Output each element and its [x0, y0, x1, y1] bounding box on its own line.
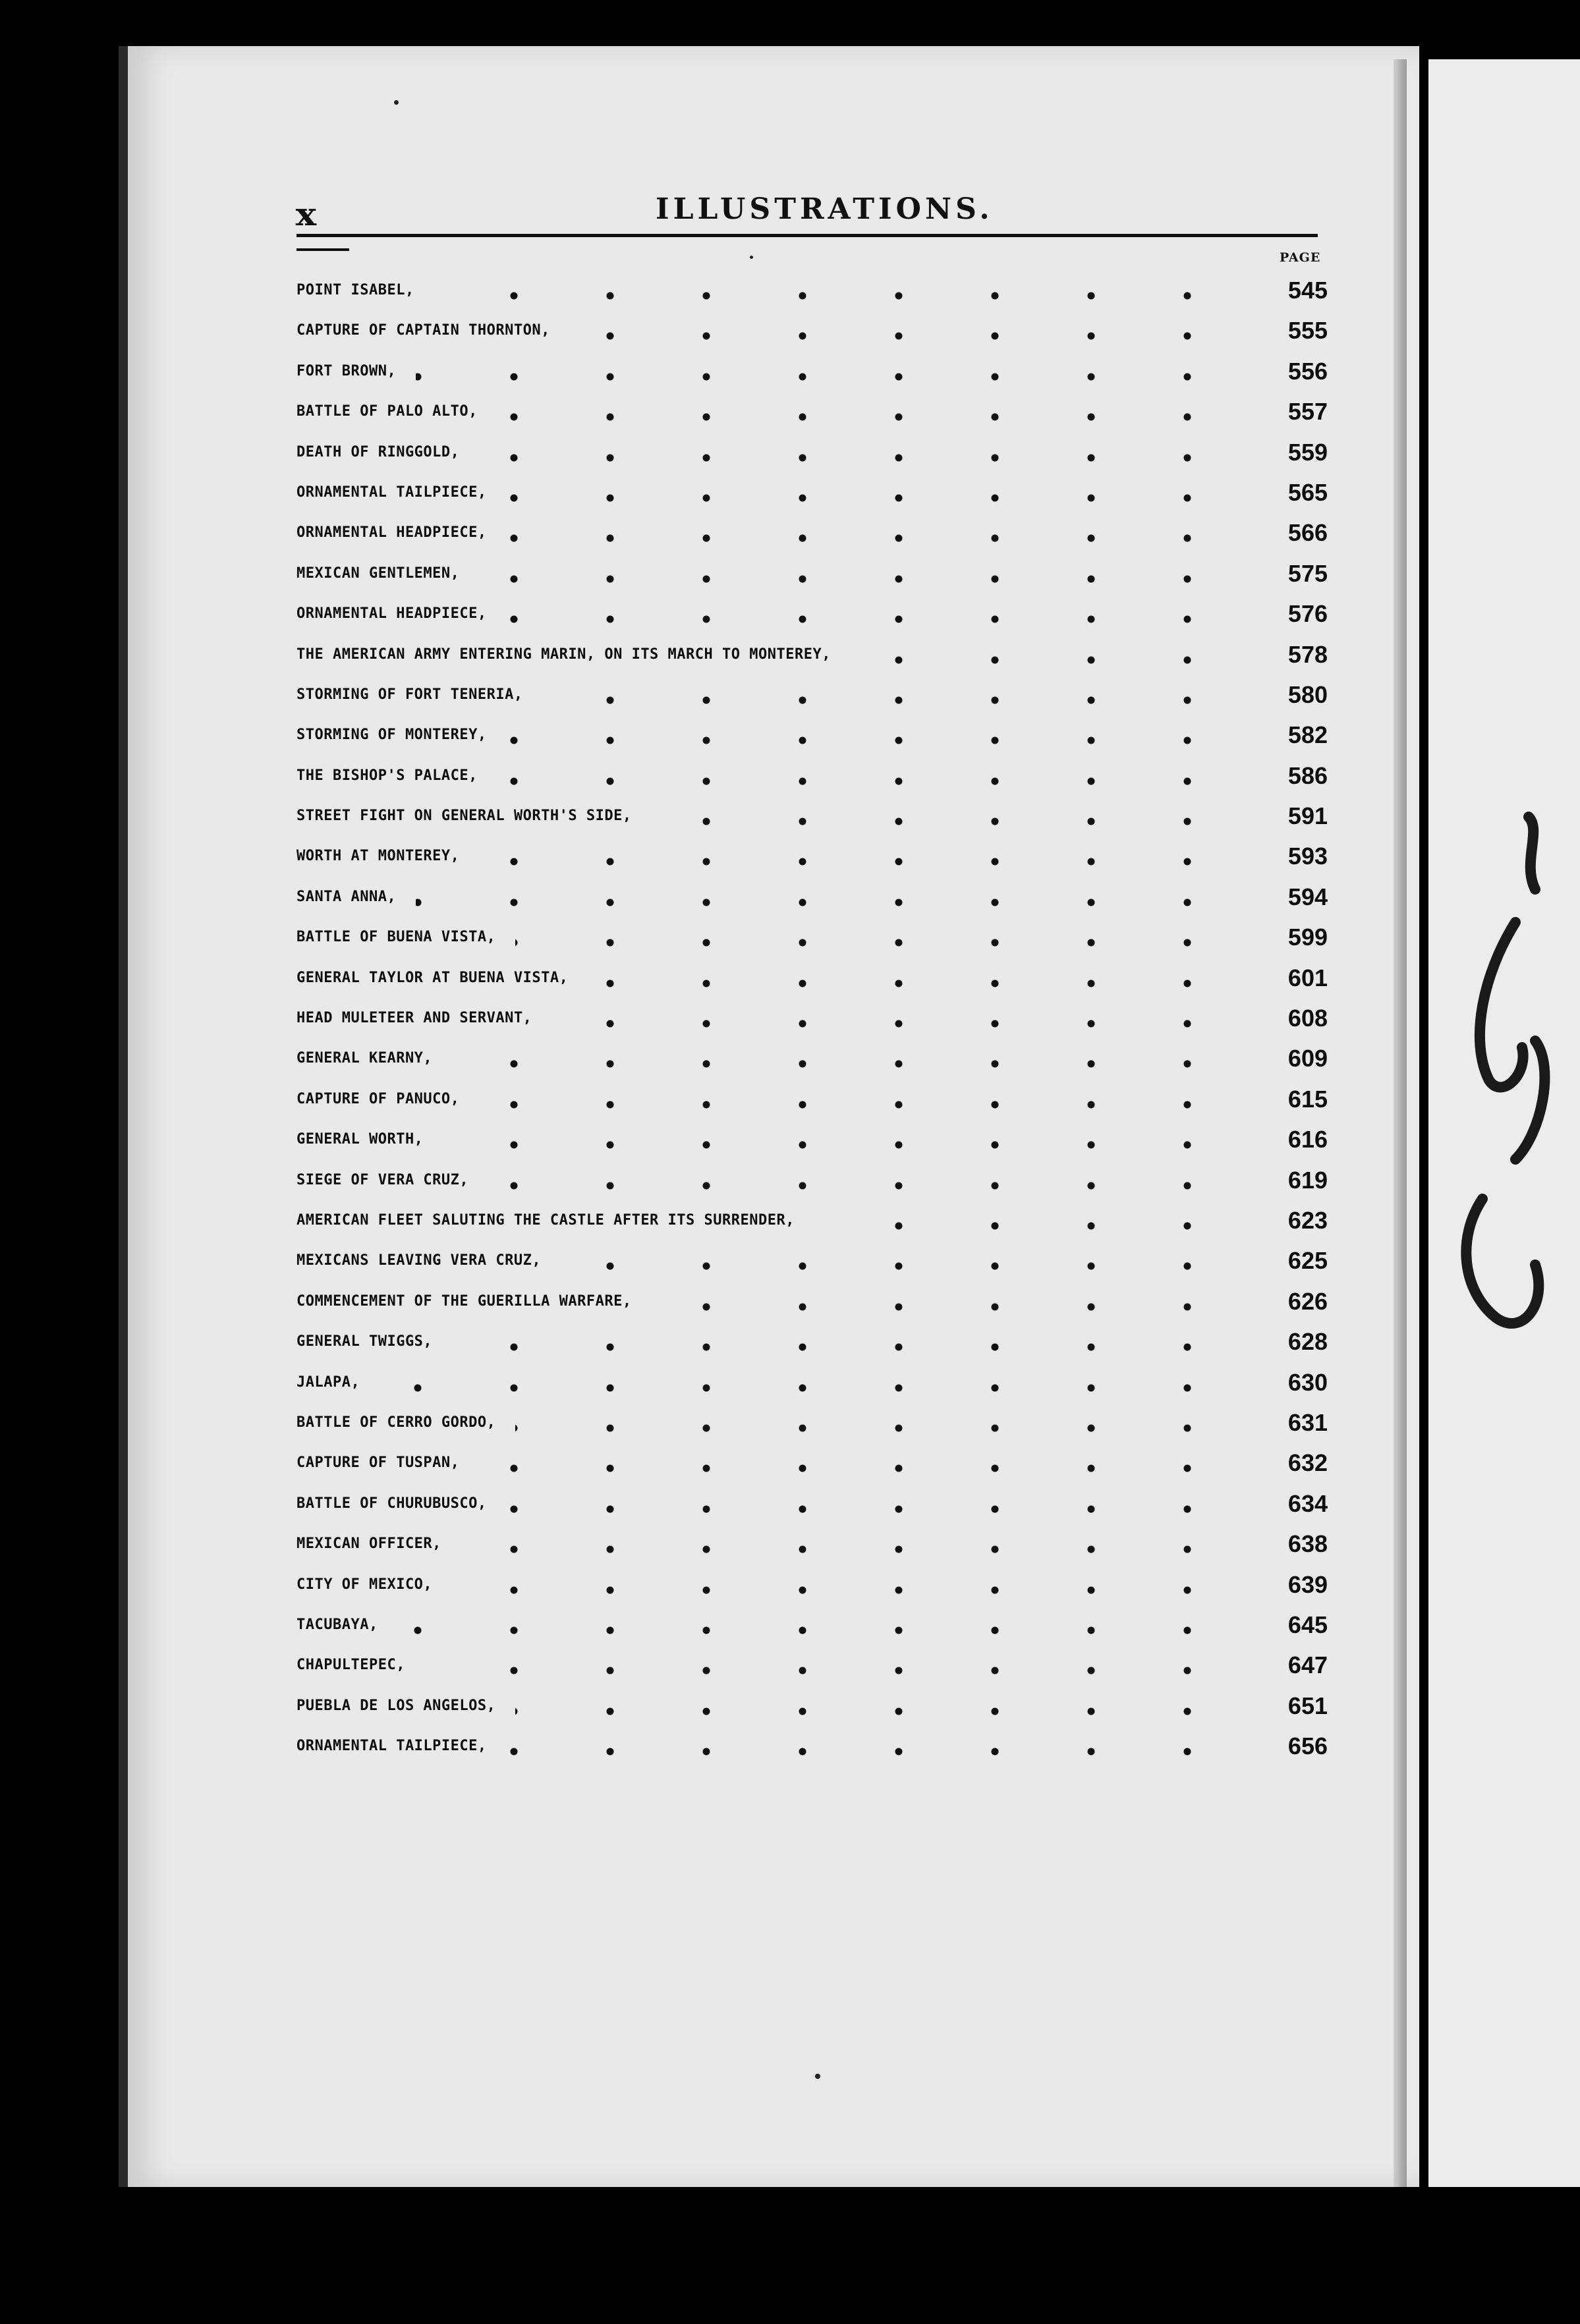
entry-page-number: 651 [1287, 1692, 1328, 1719]
list-item [296, 1409, 1328, 1449]
entry-page-number: 616 [1287, 1126, 1328, 1153]
page-edge [1394, 59, 1407, 2187]
dot-leaders [851, 655, 1235, 665]
list-item [296, 641, 1328, 681]
entry-page-number: 645 [1287, 1611, 1328, 1638]
entry-page-number: 639 [1287, 1570, 1328, 1598]
list-item [296, 398, 1328, 438]
entry-page-number: 576 [1287, 600, 1328, 628]
entry-page-number: 586 [1287, 761, 1328, 789]
entry-title: CITY OF MEXICO, [296, 1576, 433, 1593]
entry-title: ORNAMENTAL HEADPIECE, [296, 605, 487, 622]
entry-page-number: 594 [1287, 883, 1328, 910]
entry-page-number: 634 [1287, 1489, 1328, 1517]
list-item [296, 1611, 1328, 1651]
entry-page-number: 638 [1287, 1530, 1328, 1558]
entry-title: DEATH OF RINGGOLD, [296, 443, 460, 460]
list-item [296, 1692, 1328, 1732]
list-item [296, 1207, 1328, 1247]
dot-leaders [452, 1342, 1235, 1352]
page-number: x [295, 196, 317, 233]
speck [394, 100, 399, 105]
list-item [296, 964, 1328, 1005]
entry-title: ORNAMENTAL TAILPIECE, [296, 484, 487, 501]
entry-title: AMERICAN FLEET SALUTING THE CASTLE AFTER ITS SURRENDER, [296, 1211, 795, 1229]
list-item [296, 1571, 1328, 1611]
entry-page-number: 556 [1287, 357, 1328, 385]
list-item [296, 519, 1328, 559]
entry-title: CAPTURE OF TUSPAN, [296, 1454, 460, 1472]
header-rule [296, 234, 1318, 237]
entry-page-number: 582 [1287, 721, 1328, 749]
entry-title: BATTLE OF CHURUBUSCO, [296, 1495, 487, 1512]
list-item [296, 1167, 1328, 1207]
entry-title: SANTA ANNA, [296, 888, 397, 905]
header-rule-stub [296, 248, 349, 251]
dot-leaders [425, 1666, 1235, 1675]
entry-title: CAPTURE OF PANUCO, [296, 1090, 460, 1107]
entry-title: GENERAL TAYLOR AT BUENA VISTA, [296, 969, 569, 986]
list-item [296, 1328, 1328, 1368]
entry-title: ORNAMENTAL HEADPIECE, [296, 524, 487, 541]
handwriting-mark [1443, 790, 1575, 1383]
entry-title: COMMENCEMENT OF THE GUERILLA WARFARE, [296, 1292, 632, 1310]
entry-title: GENERAL KEARNY, [296, 1050, 433, 1067]
list-item [296, 721, 1328, 761]
entry-page-number: 632 [1287, 1449, 1328, 1477]
dot-leaders [515, 1424, 1235, 1433]
entry-title: TACUBAYA, [296, 1616, 378, 1633]
entry-page-number: 580 [1287, 680, 1328, 708]
entry-page-number: 631 [1287, 1408, 1328, 1436]
dot-leaders [814, 1221, 1235, 1231]
entry-title: GENERAL TWIGGS, [296, 1333, 433, 1350]
list-item [296, 1530, 1328, 1570]
list-item [296, 479, 1328, 519]
entry-page-number: 608 [1287, 1005, 1328, 1032]
list-item [296, 802, 1328, 843]
entry-title: BATTLE OF BUENA VISTA, [296, 929, 496, 946]
list-item [296, 1490, 1328, 1530]
dot-leaders [507, 534, 1235, 543]
speck [750, 256, 753, 259]
page-title: ILLUSTRATIONS. [656, 192, 994, 226]
entry-page-number: 601 [1287, 964, 1328, 991]
dot-leaders [452, 1586, 1235, 1595]
entry-title: THE AMERICAN ARMY ENTERING MARIN, ON ITS MARCH TO MONTEREY, [296, 646, 831, 663]
entry-page-number: 565 [1287, 478, 1328, 506]
entry-page-number: 630 [1287, 1368, 1328, 1396]
entry-page-number: 615 [1287, 1085, 1328, 1113]
entry-page-number: 626 [1287, 1287, 1328, 1315]
list-item [296, 843, 1328, 883]
dot-leaders [416, 898, 1235, 907]
dot-leaders [452, 1059, 1235, 1068]
dot-leaders [497, 777, 1235, 786]
entry-title: WORTH AT MONTEREY, [296, 848, 460, 865]
list-item [296, 681, 1328, 721]
entry-title: GENERAL WORTH, [296, 1131, 424, 1148]
entry-page-number: 575 [1287, 559, 1328, 587]
dot-leaders [588, 979, 1235, 988]
list-item [296, 439, 1328, 479]
dot-leaders [507, 1747, 1235, 1756]
dot-leaders [515, 1707, 1235, 1716]
entry-page-number: 545 [1287, 277, 1328, 304]
entry-page-number: 566 [1287, 519, 1328, 547]
dot-leaders [416, 372, 1235, 381]
speck [815, 2074, 820, 2079]
dot-leaders [434, 291, 1235, 300]
entry-title: JALAPA, [296, 1373, 360, 1391]
list-item [296, 560, 1328, 600]
dot-leaders [398, 1626, 1235, 1635]
page-column-heading: PAGE [1280, 250, 1321, 265]
entry-title: ORNAMENTAL TAILPIECE, [296, 1738, 487, 1755]
entry-page-number: 578 [1287, 640, 1328, 668]
dot-leaders [488, 1181, 1235, 1190]
entry-page-number: 591 [1287, 802, 1328, 830]
entry-title: BATTLE OF PALO ALTO, [296, 403, 478, 420]
entry-title: CAPTURE OF CAPTAIN THORNTON, [296, 322, 550, 339]
list-item [296, 883, 1328, 924]
dot-leaders [507, 493, 1235, 503]
entry-title: SIEGE OF VERA CRUZ, [296, 1171, 469, 1188]
entry-title: STREET FIGHT ON GENERAL WORTH'S SIDE, [296, 808, 632, 825]
list-item [296, 762, 1328, 802]
dot-leaders [479, 574, 1235, 584]
dot-leaders [380, 1383, 1235, 1393]
list-item [296, 317, 1328, 357]
entry-page-number: 593 [1287, 843, 1328, 870]
entry-title: STORMING OF FORT TENERIA, [296, 686, 523, 703]
entry-title: FORT BROWN, [296, 362, 397, 379]
dot-leaders [497, 412, 1235, 422]
entry-page-number: 625 [1287, 1247, 1328, 1275]
list-item [296, 1651, 1328, 1692]
entry-title: MEXICAN OFFICER, [296, 1536, 441, 1553]
dot-leaders [461, 1545, 1235, 1554]
dot-leaders [479, 453, 1235, 462]
dot-leaders [652, 1302, 1235, 1312]
dot-leaders [443, 1140, 1235, 1149]
illustrations-list [296, 277, 1328, 1773]
entry-title: THE BISHOP'S PALACE, [296, 767, 478, 784]
list-item [296, 1732, 1328, 1773]
entry-title: CHAPULTEPEC, [296, 1657, 405, 1674]
list-item [296, 1086, 1328, 1126]
list-item [296, 1005, 1328, 1045]
dot-leaders [652, 817, 1235, 826]
dot-leaders [543, 696, 1235, 705]
entry-title: MEXICANS LEAVING VERA CRUZ, [296, 1252, 542, 1269]
dot-leaders [507, 736, 1235, 745]
entry-page-number: 656 [1287, 1732, 1328, 1760]
dot-leaders [515, 938, 1235, 947]
list-item [296, 1247, 1328, 1287]
dot-leaders [507, 615, 1235, 624]
entry-title: STORMING OF MONTEREY, [296, 727, 487, 744]
entry-title: POINT ISABEL, [296, 282, 414, 298]
entry-title: PUEBLA DE LOS ANGELOS, [296, 1697, 496, 1714]
dot-leaders [479, 1100, 1235, 1109]
list-item [296, 358, 1328, 398]
entry-page-number: 599 [1287, 924, 1328, 951]
entry-title: HEAD MULETEER AND SERVANT, [296, 1010, 532, 1027]
entry-title: BATTLE OF CERRO GORDO, [296, 1414, 496, 1431]
dot-leaders [479, 857, 1235, 866]
entry-page-number: 647 [1287, 1651, 1328, 1679]
list-item [296, 277, 1328, 317]
dot-leaders [479, 1464, 1235, 1473]
list-item [296, 1288, 1328, 1328]
list-item [296, 1045, 1328, 1085]
list-item [296, 1449, 1328, 1489]
list-item [296, 924, 1328, 964]
dot-leaders [551, 1019, 1235, 1028]
entry-page-number: 623 [1287, 1206, 1328, 1234]
dot-leaders [570, 331, 1235, 341]
entry-page-number: 559 [1287, 438, 1328, 466]
dot-leaders [507, 1505, 1235, 1514]
entry-page-number: 557 [1287, 398, 1328, 426]
dot-leaders [561, 1261, 1235, 1271]
entry-page-number: 609 [1287, 1045, 1328, 1072]
list-item [296, 1369, 1328, 1409]
entry-page-number: 555 [1287, 317, 1328, 345]
entry-title: MEXICAN GENTLEMEN, [296, 565, 460, 582]
entry-page-number: 619 [1287, 1166, 1328, 1194]
list-item [296, 1126, 1328, 1166]
list-item [296, 600, 1328, 640]
entry-page-number: 628 [1287, 1328, 1328, 1356]
